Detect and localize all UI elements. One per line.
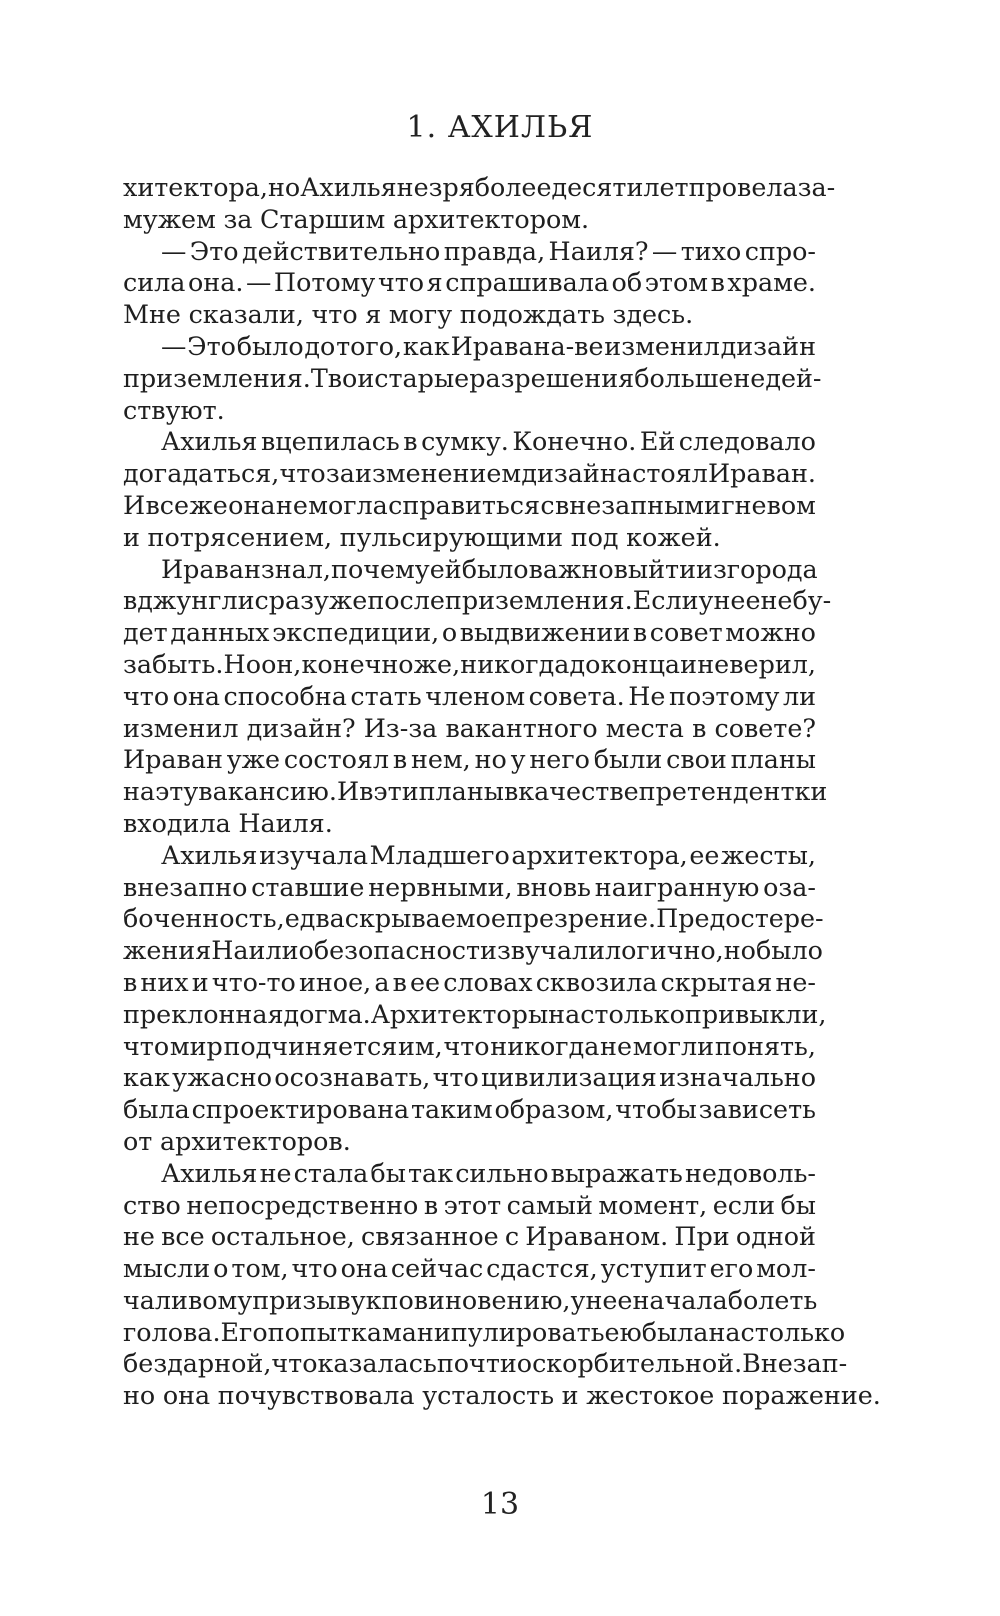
page-number: 13 [480,1487,520,1522]
text-line: и потрясением, пульсирующими под кожей. [123,521,721,552]
text-line: на эту вакансию. И в эти планы в качестве претендентки [123,776,828,807]
text-line: но она почувствовала усталость и жестокое поражение. [123,1380,881,1411]
text-line: Ахилья не стала бы так сильно выражать недоволь- [161,1157,816,1188]
text-line: дет данных экспедиции, о выдвижении в совет можно [123,617,816,648]
text-line: чаливому призыву к повиновению, у нее начала болеть [123,1284,818,1315]
text-line: Ахилья вцепилась в сумку. Конечно. Ей следовало [161,426,816,457]
text-line: Мне сказали, что я могу подождать здесь. [123,299,694,330]
body-text [123,172,881,1412]
text-line: мужем за Старшим архитектором. [123,203,590,234]
text-line: в них и что-то иное, а в ее словах сквозила скрытая не- [123,966,816,997]
text-line: входила Наиля. [123,807,333,838]
text-line: боченность, едва скрываемое презрение. Предостере- [123,903,824,934]
text-line: И все же она не могла справиться с внезапными гневом [123,489,816,520]
text-line: — Это действительно правда, Наиля? — тихо спро- [161,235,816,266]
text-line: что она способна стать членом совета. Не поэтому ли [123,680,816,711]
text-line: — Это было до того, как Иравана-ве изменил дизайн [161,330,816,361]
text-line: преклонная догма. Архитекторы настолько привыкли, [123,998,827,1029]
text-line: Ахилья изучала Младшего архитектора, ее жесты, [161,839,816,870]
text-line: жения Наили о безопасности звучали логично, но было [123,935,823,966]
text-line: от архитекторов. [123,1125,351,1156]
text-line: изменил дизайн? Из-за вакантного места в совете? [123,712,816,743]
text-line: ство непосредственно в этот самый момент, если бы [123,1189,816,1220]
text-line: бездарной, что казалась почти оскорбительной. Внезап- [123,1348,848,1379]
text-line: в джунгли сразу же после приземления. Если у нее не бу- [123,585,832,616]
text-line: мысли о том, что она сейчас сдастся, уступит его мол- [123,1253,816,1284]
text-line: Ираван знал, почему ей было важно выйти из города [161,553,818,584]
text-line: как ужасно осознавать, что цивилизация изначально [123,1062,816,1093]
running-head: 1. АХИЛЬЯ [406,110,594,145]
text-line: голова. Его попытка манипулировать ею была настолько [123,1316,846,1347]
text-line: хитектора, но Ахилья не зря более десяти лет провела за- [123,172,836,202]
text-line: забыть. Но он, конечно же, никогда до конца и не верил, [123,648,816,679]
text-line: что мир подчиняется им, что никогда не могли понять, [123,1030,816,1061]
text-line: сила она. — Потому что я спрашивала об этом в храме. [123,267,816,298]
text-line: приземления. Твои старые разрешения больше не дей- [123,362,822,393]
text-line: была спроектирована таким образом, чтобы зависеть [123,1094,816,1125]
text-line: Ираван уже состоял в нем, но у него были свои планы [123,744,816,775]
text-line: ствуют. [123,394,225,425]
text-line: догадаться, что за изменением дизайна стоял Ираван. [123,458,816,489]
text-line: не все остальное, связанное с Ираваном. При одной [123,1221,816,1252]
text-line: внезапно ставшие нервными, вновь наигранную оза- [123,871,816,902]
